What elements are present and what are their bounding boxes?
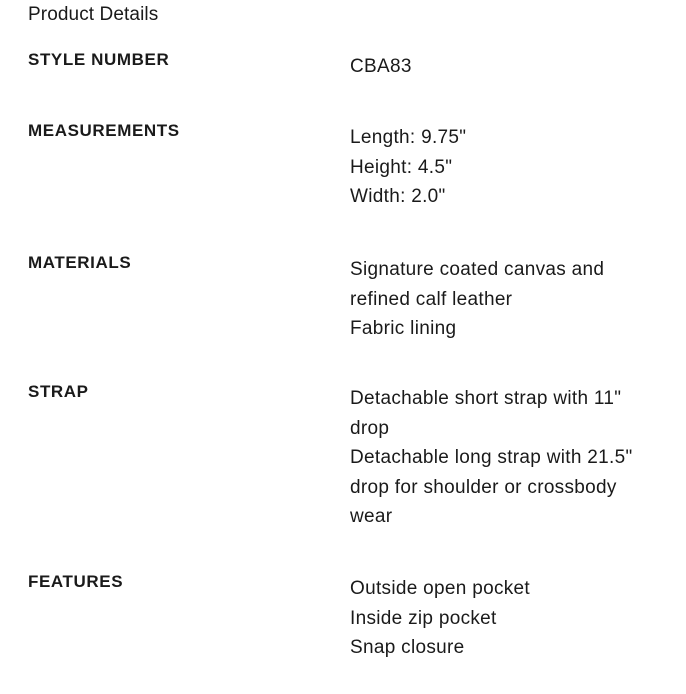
detail-value-line: Detachable long strap with 21.5": [350, 447, 633, 468]
detail-value-line: Inside zip pocket: [350, 607, 497, 629]
detail-label: MEASUREMENTS: [28, 121, 180, 140]
detail-value-line: Height: 4.5": [350, 156, 453, 178]
detail-value-line: Length: 9.75": [350, 127, 467, 148]
detail-value-line: Snap closure: [350, 637, 465, 658]
detail-label: STYLE NUMBER: [28, 50, 170, 69]
detail-values: [350, 574, 680, 663]
detail-value-line: Outside open pocket: [350, 578, 530, 599]
detail-label: FEATURES: [28, 572, 124, 591]
detail-value-line: Width: 2.0": [350, 186, 446, 207]
detail-label: MATERIALS: [28, 253, 132, 272]
detail-value-line: drop: [350, 417, 390, 439]
detail-value-line: Fabric lining: [350, 318, 457, 339]
page-title: Product Details: [28, 4, 159, 25]
detail-values: [350, 384, 680, 532]
detail-label: STRAP: [28, 382, 89, 401]
detail-value-line: CBA83: [350, 56, 412, 77]
detail-values: [350, 123, 680, 212]
detail-value-line: refined calf leather: [350, 288, 513, 310]
detail-value-line: Signature coated canvas and: [350, 259, 605, 280]
detail-value-line: wear: [350, 506, 393, 527]
detail-value-line: Detachable short strap with 11": [350, 388, 622, 409]
detail-value-line: drop for shoulder or crossbody: [350, 476, 617, 498]
detail-values: [350, 52, 680, 82]
detail-values: [350, 255, 680, 344]
